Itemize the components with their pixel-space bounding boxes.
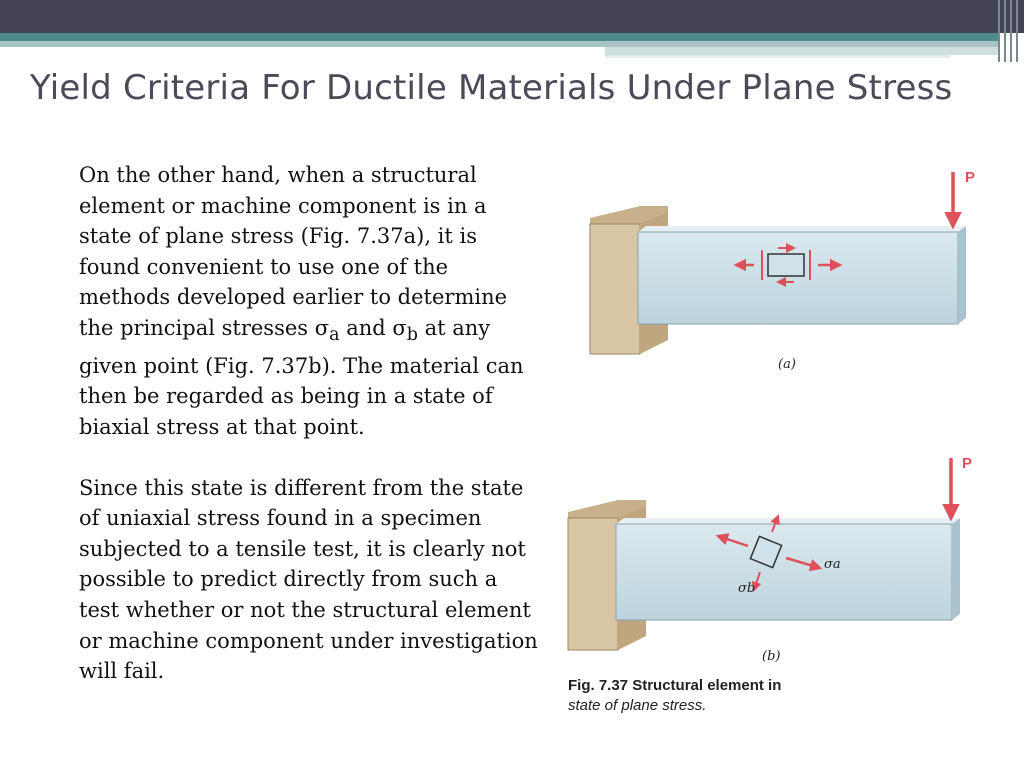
beam-end-a <box>958 226 966 324</box>
paragraph-1: On the other hand, when a structural element or machine component is in a state of plane stress (Fig. 7.37a), it is found convenient to use one of the methods developed earlier to determine the principal stresses $\sigma_a$ and $\sigma_b$ at any given point (Fig. 7.37b). The material can then be regarded as being in a state of biaxial stress at that point. <box>79 163 524 439</box>
header-dark-bar <box>0 0 1024 33</box>
figure-b <box>568 455 972 664</box>
wall-a <box>590 224 640 354</box>
header-stripes <box>994 0 1024 62</box>
figure-caption-line-2: state of plane stress. <box>568 697 707 714</box>
slide-title: Yield Criteria For Ductile Materials Under Plane Stress <box>30 68 953 108</box>
wall-b <box>568 518 618 650</box>
header-thin-band-2 <box>605 55 950 58</box>
figure-7-37 <box>560 160 1000 720</box>
beam-end-b <box>952 518 960 620</box>
header-accent-band <box>0 33 1000 41</box>
stress-element-a <box>768 254 804 276</box>
load-label-b: P <box>962 455 973 472</box>
sigma-b-label: σb <box>738 581 756 596</box>
header-thin-band <box>605 47 1000 55</box>
figure-label-b: (b) <box>762 649 781 664</box>
beam-a <box>638 232 958 324</box>
load-label-a: P <box>965 169 976 186</box>
beam-top-a <box>638 226 966 232</box>
beam-top-b <box>616 518 960 524</box>
figure-caption-line-1: Fig. 7.37 Structural element in <box>568 677 782 694</box>
sigma-a-label: σa <box>824 557 841 572</box>
body-text <box>79 160 539 717</box>
figure-a <box>590 169 975 372</box>
beam-b <box>616 524 952 620</box>
paragraph-2: Since this state is different from the state of uniaxial stress found in a specimen subjected to a tensile test, it is clearly not possible to predict directly from such a test whether or not the structural element or machine component under investigation will fail. <box>79 475 538 684</box>
figure-label-a: (a) <box>778 357 796 372</box>
